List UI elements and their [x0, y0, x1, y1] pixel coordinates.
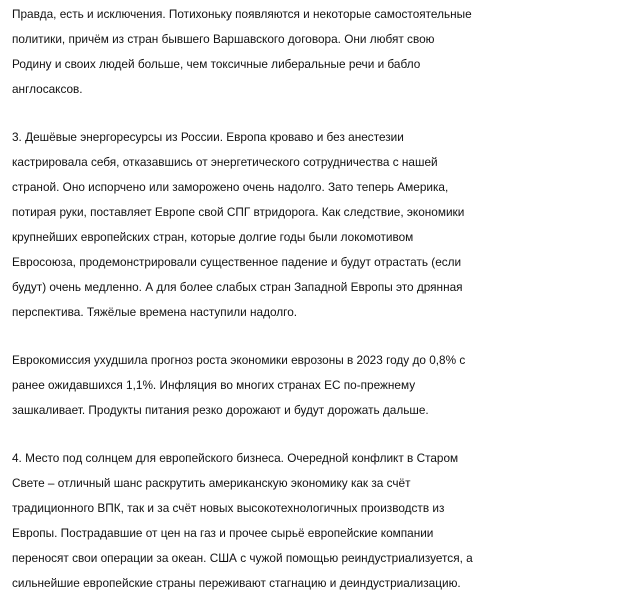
text-line: Свете – отличный шанс раскрутить американскую экономику как за счёт	[12, 476, 411, 490]
text-line: Правда, есть и исключения. Потихоньку появляются и некоторые самостоятельные	[12, 7, 472, 21]
text-line: политики, причём из стран бывшего Варшавского договора. Они любят свою	[12, 32, 435, 46]
text-line: зашкаливает. Продукты питания резко дорожают и будут дорожать дальше.	[12, 403, 429, 417]
text-line: потирая руки, поставляет Европе свой СПГ втридорога. Как следствие, экономики	[12, 205, 465, 219]
text-line: 3. Дешёвые энергоресурсы из России. Европа кроваво и без анестезии	[12, 130, 404, 144]
text-line: Европы. Пострадавшие от цен на газ и прочее сырьё европейские компании	[12, 526, 434, 540]
text-line: англосаксов.	[12, 82, 83, 96]
text-line: переносят свои операции за океан. США с чужой помощью реиндустриализуется, а	[12, 551, 473, 565]
text-line: Родину и своих людей больше, чем токсичные либеральные речи и бабло	[12, 57, 421, 71]
text-line: 4. Место под солнцем для европейского бизнеса. Очередной конфликт в Старом	[12, 451, 459, 465]
text-line: ранее ожидавшихся 1,1%. Инфляция во многих странах ЕС по-прежнему	[12, 378, 416, 392]
paragraph-eurocommission-forecast	[12, 348, 632, 423]
text-line: перспектива. Тяжёлые времена наступили надолго.	[12, 305, 298, 319]
paragraph-spacer	[12, 423, 632, 446]
text-line: сильнейшие европейские страны переживают стагнацию и деиндустриализацию.	[12, 576, 461, 590]
document-body	[12, 0, 632, 596]
paragraph-spacer	[12, 102, 632, 125]
text-line: будут) очень медленно. А для более слабых стран Западной Европы это дрянная	[12, 280, 463, 294]
text-line: Еврокомиссия ухудшила прогноз роста экономики еврозоны в 2023 году до 0,8% с	[12, 353, 466, 367]
text-line: кастрировала себя, отказавшись от энергетического сотрудничества с нашей	[12, 155, 438, 169]
paragraph-european-business	[12, 446, 632, 596]
text-line: традиционного ВПК, так и за счёт новых высокотехнологичных производств из	[12, 501, 445, 515]
paragraph-energy-resources	[12, 125, 632, 325]
paragraph-spacer	[12, 325, 632, 348]
text-line: крупнейших европейских стран, которые долгие годы были локомотивом	[12, 230, 414, 244]
paragraph-exceptions	[12, 2, 632, 102]
text-line: Евросоюза, продемонстрировали существенное падение и будут отрастать (если	[12, 255, 462, 269]
text-line: страной. Оно испорчено или заморожено очень надолго. Зато теперь Америка,	[12, 180, 449, 194]
